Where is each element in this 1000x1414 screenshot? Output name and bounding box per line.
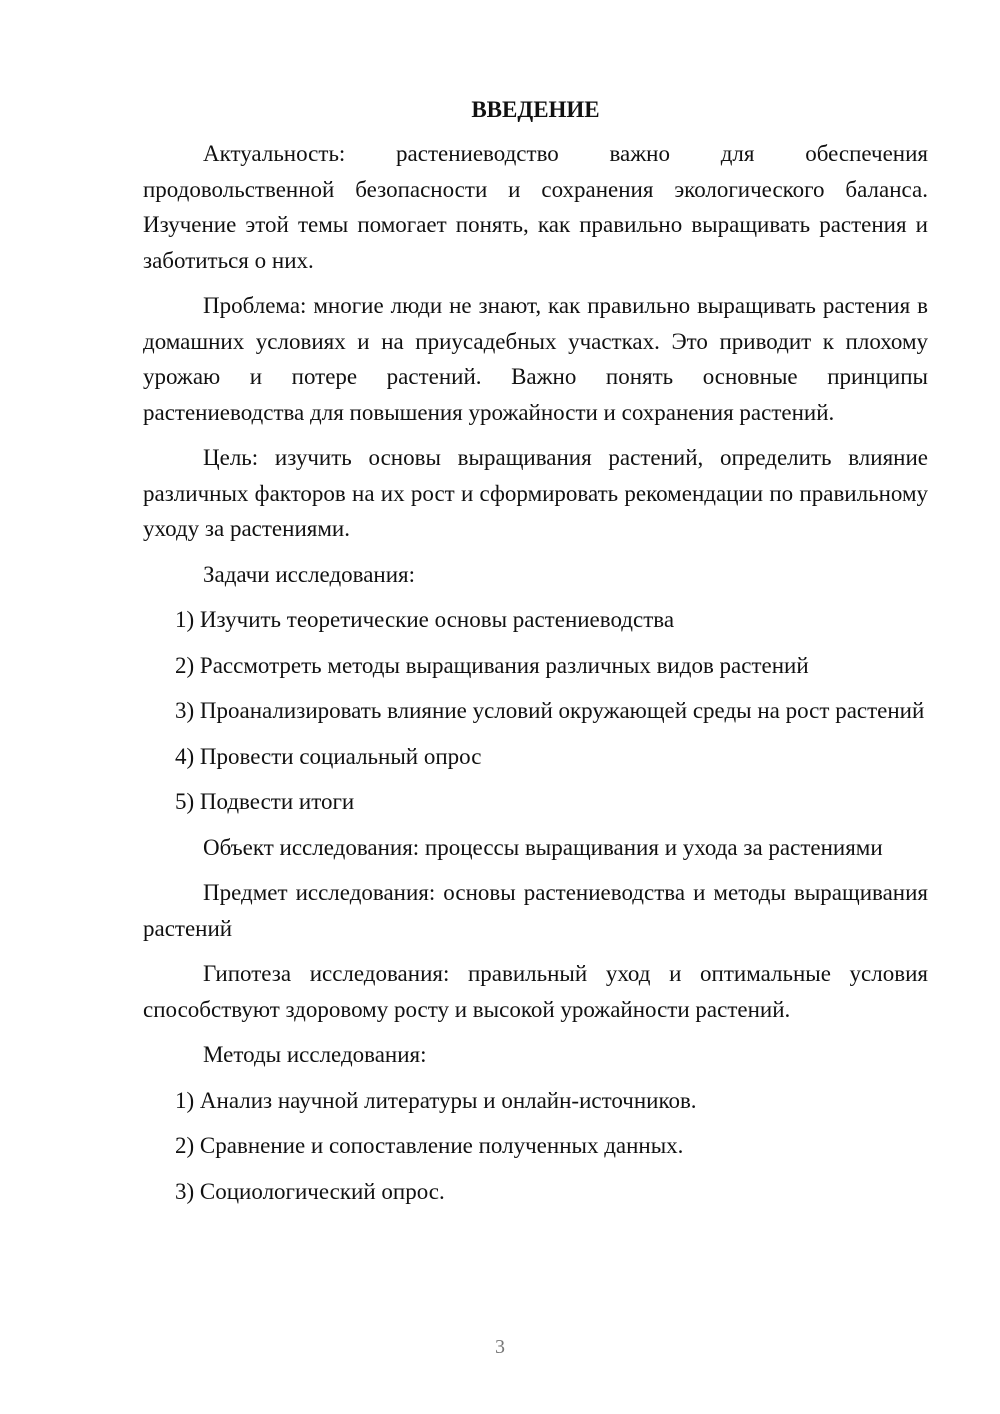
page-number: 3 [495, 1336, 505, 1358]
methods-heading: Методы исследования: [203, 1042, 427, 1067]
method-item: 3) Социологический опрос. [175, 1178, 445, 1204]
section-title: ВВЕДЕНИЕ [471, 97, 600, 122]
task-item: 5) Подвести итоги [175, 789, 355, 814]
task-item: 1) Изучить теоретические основы растениеводства [175, 607, 675, 632]
object-paragraph: Объект исследования: процессы выращивания и ухода за растениями [203, 834, 883, 860]
subject-paragraph: Предмет исследования: основы растениеводства и методы выращивания растений [143, 880, 928, 941]
hypothesis-paragraph: Гипотеза исследования: правильный уход и оптимальные условия способствуют здоровому росту и высокой урожайности растений. [143, 961, 928, 1022]
method-item: 2) Сравнение и сопоставление полученных данных. [175, 1133, 684, 1158]
method-item: 1) Анализ научной литературы и онлайн-источников. [175, 1087, 697, 1113]
task-item: 4) Провести социальный опрос [175, 743, 482, 769]
task-item: 3) Проанализировать влияние условий окружающей среды на рост растений [175, 698, 925, 723]
relevance-paragraph: Актуальность: растениеводство важно для обеспечения продовольственной безопасности и сохранения экологического баланса. Изучение этой темы помогает понять, как правильно выращивать растения и заботиться о них. [143, 141, 928, 273]
task-item: 2) Рассмотреть методы выращивания различных видов растений [175, 652, 809, 678]
document-page [143, 94, 928, 1324]
goal-paragraph: Цель: изучить основы выращивания растений, определить влияние различных факторов на их рост и сформировать рекомендации по правильному уходу за растениями. [143, 445, 928, 541]
tasks-heading: Задачи исследования: [203, 561, 416, 587]
problem-paragraph: Проблема: многие люди не знают, как правильно выращивать растения в домашних условиях и на приусадебных участках. Это приводит к плохому урожаю и потере растений. Важно понять основные принципы растениеводства для повышения урожайности и сохранения растений. [143, 293, 928, 425]
